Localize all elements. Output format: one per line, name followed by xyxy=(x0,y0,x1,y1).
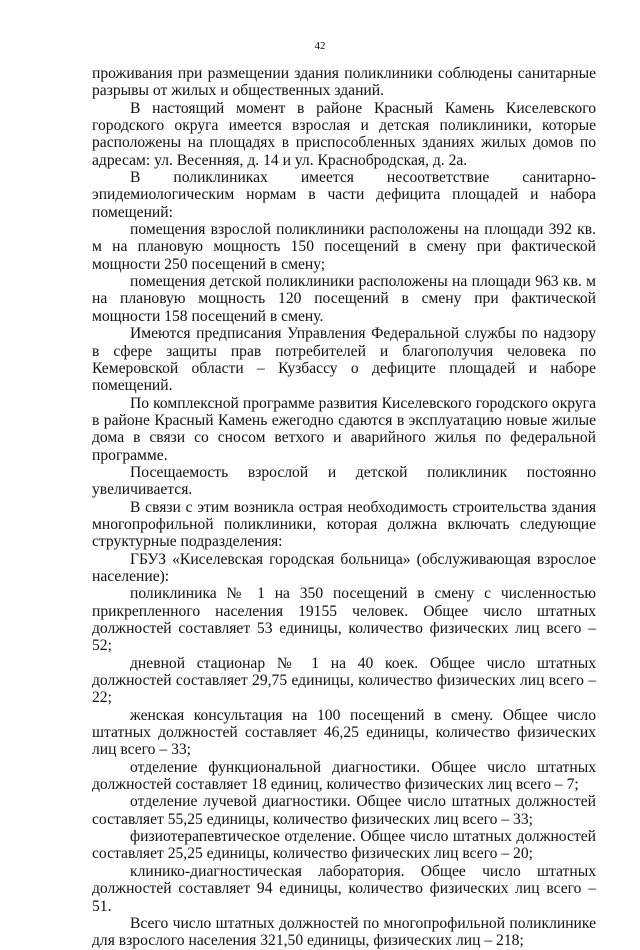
paragraph: женская консультация на 100 посещений в смену. Общее число штатных должностей составляет 46,25 единицы, количество физических лиц всего – 33; xyxy=(92,706,596,759)
paragraph: проживания при размещении здания поликлиники соблюдены санитарные разрывы от жилых и общественных зданий. xyxy=(92,65,596,100)
paragraph: Всего число штатных должностей по многопрофильной поликлинике для взрослого населения 321,50 единицы, физических лиц – 218; xyxy=(92,914,596,950)
document-body xyxy=(92,65,596,950)
paragraph: отделение функциональной диагностики. Общее число штатных должностей составляет 18 единиц, количество физических лиц всего – 7; xyxy=(92,758,596,794)
paragraph: отделение лучевой диагностики. Общее число штатных должностей составляет 55,25 единицы, количество физических лиц всего – 33; xyxy=(92,793,596,828)
paragraph: поликлиника № 1 на 350 посещений в смену с численностью прикрепленного населения 19155 человек. Общее число штатных должностей составляет 53 единицы, количество физических лиц всего – 52; xyxy=(92,585,596,655)
paragraph: физиотерапевтическое отделение. Общее число штатных должностей составляет 25,25 единицы, количество физических лиц всего – 20; xyxy=(92,828,596,863)
paragraph: В связи с этим возникла острая необходимость строительства здания многопрофильной поликлиники, которая должна включать следующие структурные подразделения: xyxy=(92,498,596,551)
paragraph: Имеются предписания Управления Федеральной службы по надзору в сфере защиты прав потребителей и благополучия человека по Кемеровской области – Кузбассу о дефиците площадей и наборе помещений. xyxy=(92,325,596,395)
paragraph: помещения взрослой поликлиники расположены на площади 392 кв. м на плановую мощность 150 посещений в смену при фактической мощности 250 посещений в смену; xyxy=(92,221,596,273)
paragraph: клинико-диагностическая лаборатория. Общее число штатных должностей составляет 94 единицы, количество физических лиц всего – 51. xyxy=(92,862,596,915)
paragraph: По комплексной программе развития Киселевского городского округа в районе Красный Камень ежегодно сдаются в эксплуатацию новые жилые дома в связи со сносом ветхого и аварийного жилья по федеральной программе. xyxy=(92,394,596,464)
paragraph: ГБУЗ «Киселевская городская больница» (обслуживающая взрослое население): xyxy=(92,550,596,585)
paragraph: помещения детской поликлиники расположены на площади 963 кв. м на плановую мощность 120 посещений в смену при фактической мощности 158 посещений в смену. xyxy=(92,273,596,325)
paragraph: В поликлиниках имеется несоответствие санитарно-эпидемиологическим нормам в части дефицита площадей и набора помещений: xyxy=(92,169,596,221)
page-number: 42 xyxy=(314,40,326,52)
paragraph: В настоящий момент в районе Красный Камень Киселевского городского округа имеется взрослая и детская поликлиники, которые расположены на площадях в приспособленных зданиях жилых домов по адресам: ул. Весенняя, д. 14 и ул. Краснобродская, д. 2а. xyxy=(92,99,596,169)
paragraph: дневной стационар № 1 на 40 коек. Общее число штатных должностей составляет 29,75 единицы, количество физических лиц всего – 22; xyxy=(92,654,596,707)
paragraph: Посещаемость взрослой и детской поликлиник постоянно увеличивается. xyxy=(92,463,596,499)
